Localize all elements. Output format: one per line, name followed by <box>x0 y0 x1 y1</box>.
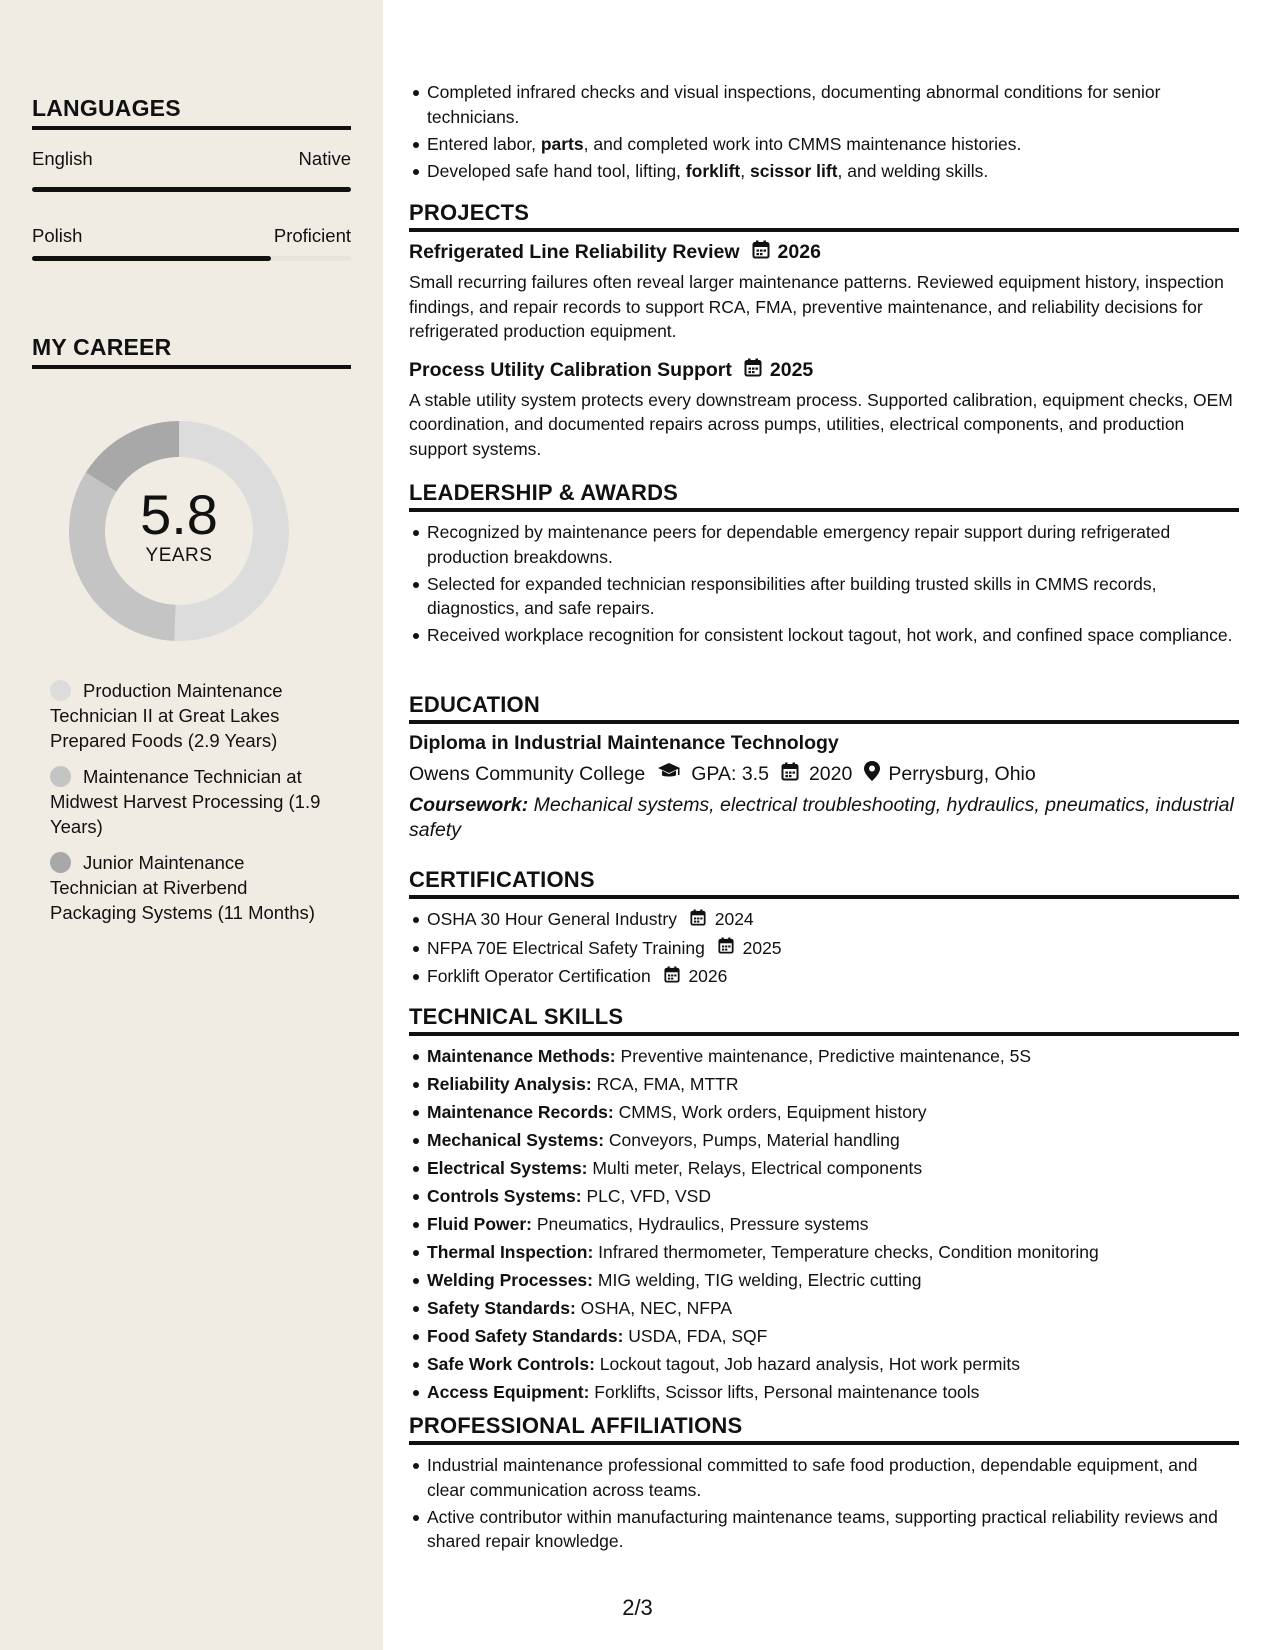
skill-item <box>427 1072 1239 1098</box>
language-bar-english <box>32 187 351 192</box>
language-level: Proficient <box>273 225 351 246</box>
list-item <box>427 907 1239 933</box>
project-description: Small recurring failures often reveal larger maintenance patterns. Reviewed equipment history, inspection findings, and repair records to support RCA, FMA, preventive maintenance, and reliability decisions for refrigerated production equipment. <box>409 272 1224 341</box>
skill-label: Food Safety Standards: <box>427 1326 624 1346</box>
skill-item <box>427 1268 1239 1294</box>
experience-bullets <box>409 80 1239 186</box>
skill-label: Welding Processes: <box>427 1270 593 1290</box>
bullet-text: , and completed work into CMMS maintenance histories. <box>583 133 1022 154</box>
calendar-icon <box>718 936 734 962</box>
calendar-icon <box>744 358 762 383</box>
skill-value: USDA, FDA, SQF <box>628 1326 768 1346</box>
career-legend <box>50 678 330 936</box>
career-legend-label: Junior Maintenance Technician at Riverbend Packaging Systems (11 Months) <box>50 852 315 923</box>
certifications-section <box>409 867 1239 993</box>
skill-item <box>427 1156 1239 1182</box>
education-heading: EDUCATION <box>409 692 1239 724</box>
language-bar-polish <box>32 256 351 261</box>
school-name: Owens Community College <box>409 762 646 785</box>
skill-item <box>427 1044 1239 1070</box>
language-row-polish <box>32 225 351 247</box>
skills-heading: TECHNICAL SKILLS <box>409 1004 1239 1036</box>
certification-name: OSHA 30 Hour General Industry <box>427 909 677 929</box>
bullet-text: Developed safe hand tool, lifting, <box>427 160 686 181</box>
skill-value: Forklifts, Scissor lifts, Personal maintenance tools <box>594 1382 980 1402</box>
skill-label: Fluid Power: <box>427 1214 532 1234</box>
certification-name: NFPA 70E Electrical Safety Training <box>427 937 705 958</box>
career-legend-item <box>50 850 330 925</box>
certifications-heading: CERTIFICATIONS <box>409 867 1239 899</box>
skill-value: Pneumatics, Hydraulics, Pressure systems <box>536 1214 869 1234</box>
legend-dot <box>50 766 71 787</box>
calendar-icon <box>752 240 770 265</box>
language-bar-fill <box>32 256 271 261</box>
career-donut-chart <box>66 418 292 644</box>
skill-value: RCA, FMA, MTTR <box>596 1074 739 1094</box>
project-title-row <box>409 358 1239 383</box>
list-item <box>427 159 1239 184</box>
coursework <box>409 793 1239 842</box>
languages-heading: LANGUAGES <box>32 95 351 130</box>
skill-value: PLC, VFD, VSD <box>586 1186 711 1206</box>
list-item: Active contributor within manufacturing maintenance teams, supporting practical reliability reviews and shared repair knowledge. <box>427 1505 1239 1554</box>
affiliations-list <box>409 1453 1239 1554</box>
skill-value: Preventive maintenance, Predictive maintenance, 5S <box>620 1046 1032 1066</box>
skill-item <box>427 1100 1239 1126</box>
career-legend-item <box>50 764 330 839</box>
skill-value: CMMS, Work orders, Equipment history <box>618 1102 927 1122</box>
project-title: Process Utility Calibration Support <box>409 358 732 381</box>
language-name: English <box>32 148 93 169</box>
language-row-english <box>32 148 351 170</box>
skill-label: Mechanical Systems: <box>427 1130 605 1150</box>
bullet-text: , and welding skills. <box>837 160 989 181</box>
degree-title: Diploma in Industrial Maintenance Technology <box>409 732 839 754</box>
leadership-list <box>409 520 1239 648</box>
list-item <box>427 964 1239 990</box>
bullet-text: Entered labor, <box>427 133 541 154</box>
skill-value: MIG welding, TIG welding, Electric cutting <box>597 1270 922 1290</box>
career-total-years: 5.8 <box>140 483 218 546</box>
list-item: Recognized by maintenance peers for dependable emergency repair support during refrigerated production breakdowns. <box>427 520 1239 569</box>
bullet-text: Completed infrared checks and visual inspections, documenting abnormal conditions for senior technicians. <box>427 82 1161 127</box>
skill-item <box>427 1324 1239 1350</box>
list-item: Industrial maintenance professional committed to safe food production, dependable equipment, and clear communication across teams. <box>427 1453 1239 1502</box>
leadership-section <box>409 480 1239 650</box>
skill-label: Reliability Analysis: <box>427 1074 592 1094</box>
career-total-unit: YEARS <box>145 545 213 566</box>
certification-year: 2025 <box>742 937 782 958</box>
skill-item <box>427 1128 1239 1154</box>
list-item <box>427 936 1239 962</box>
legend-dot <box>50 852 71 873</box>
experience-list <box>409 80 1239 183</box>
project-description: A stable utility system protects every downstream process. Supported calibration, equipment checks, OEM coordination, and documented repairs across pumps, utilities, electrical components, and production support systems. <box>409 389 1233 459</box>
education-year: 2020 <box>808 762 853 785</box>
skill-label: Maintenance Records: <box>427 1102 614 1122</box>
list-item <box>427 80 1239 129</box>
bullet-bold: scissor lift <box>749 160 838 181</box>
education-section <box>409 692 1239 842</box>
project-year: 2025 <box>769 358 814 381</box>
skill-label: Access Equipment: <box>427 1382 590 1402</box>
skill-item <box>427 1380 1239 1406</box>
location-pin-icon <box>864 761 880 787</box>
language-name: Polish <box>32 225 83 246</box>
affiliations-heading: PROFESSIONAL AFFILIATIONS <box>409 1413 1239 1445</box>
coursework-label: Coursework: <box>409 794 529 816</box>
affiliations-section <box>409 1413 1239 1556</box>
skill-value: Multi meter, Relays, Electrical components <box>592 1158 923 1178</box>
skills-section <box>409 1004 1239 1408</box>
skill-item <box>427 1184 1239 1210</box>
skill-label: Controls Systems: <box>427 1186 582 1206</box>
career-heading: MY CAREER <box>32 334 351 369</box>
bullet-bold: forklift <box>685 160 741 181</box>
skills-list <box>409 1044 1239 1406</box>
language-level: Native <box>298 148 351 169</box>
project-year: 2026 <box>777 241 821 263</box>
skill-label: Safe Work Controls: <box>427 1354 595 1374</box>
project-title-row <box>409 240 1239 265</box>
leadership-heading: LEADERSHIP & AWARDS <box>409 480 1239 512</box>
graduation-cap-icon <box>657 762 681 786</box>
skill-item <box>427 1212 1239 1238</box>
skill-item <box>427 1240 1239 1266</box>
career-legend-label: Production Maintenance Technician II at Great Lakes Prepared Foods (2.9 Years) <box>50 680 283 751</box>
donut-center <box>66 418 292 644</box>
skill-item <box>427 1296 1239 1322</box>
education-location: Perrysburg, Ohio <box>888 762 1036 785</box>
bullet-text: , <box>740 160 750 181</box>
skill-value: Infrared thermometer, Temperature checks, Condition monitoring <box>598 1242 1099 1262</box>
skill-label: Safety Standards: <box>427 1298 576 1318</box>
list-item <box>427 132 1239 157</box>
bullet-bold: parts <box>540 133 584 154</box>
certifications-list <box>409 907 1239 990</box>
language-bar-fill <box>32 187 351 192</box>
list-item: Received workplace recognition for consistent lockout tagout, hot work, and confined space compliance. <box>427 623 1239 648</box>
skill-value: OSHA, NEC, NFPA <box>580 1298 733 1318</box>
legend-dot <box>50 680 71 701</box>
career-legend-label: Maintenance Technician at Midwest Harvest Processing (1.9 Years) <box>50 766 321 837</box>
calendar-icon <box>664 965 680 991</box>
projects-heading: PROJECTS <box>409 200 1239 232</box>
certification-year: 2024 <box>714 909 754 929</box>
skill-label: Maintenance Methods: <box>427 1046 616 1066</box>
certification-year: 2026 <box>688 966 728 987</box>
career-legend-item <box>50 678 330 753</box>
page-number: 2/3 <box>622 1595 653 1620</box>
skill-value: Conveyors, Pumps, Material handling <box>608 1130 900 1150</box>
certification-name: Forklift Operator Certification <box>427 966 651 987</box>
education-gpa: GPA: 3.5 <box>691 762 769 785</box>
sidebar <box>0 0 383 1650</box>
skill-item <box>427 1352 1239 1378</box>
project-title: Refrigerated Line Reliability Review <box>409 241 740 263</box>
skill-label: Electrical Systems: <box>427 1158 588 1178</box>
calendar-icon <box>781 762 799 787</box>
education-meta <box>409 761 1239 787</box>
list-item: Selected for expanded technician responsibilities after building trusted skills in CMMS records, diagnostics, and safe repairs. <box>427 572 1239 621</box>
projects-section <box>409 200 1239 461</box>
coursework-text: Mechanical systems, electrical troubleshooting, hydraulics, pneumatics, industrial safety <box>409 794 1234 841</box>
skill-value: Lockout tagout, Job hazard analysis, Hot work permits <box>599 1354 1020 1374</box>
calendar-icon <box>690 908 706 934</box>
skill-label: Thermal Inspection: <box>427 1242 594 1262</box>
